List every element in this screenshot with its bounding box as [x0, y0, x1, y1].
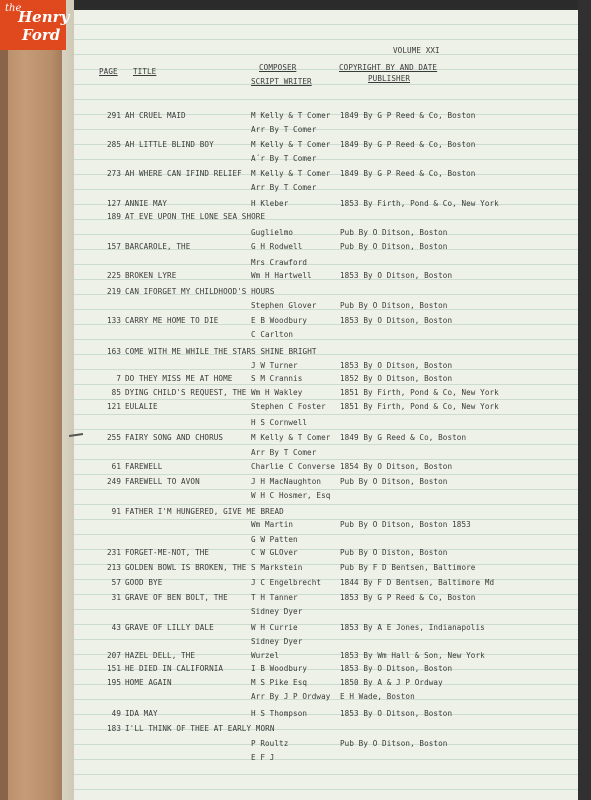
entry-title: AT EVE UPON THE LONE SEA SHORE [125, 212, 266, 221]
entry-copyright: 1854 By O Ditson, Boston [340, 462, 453, 471]
entry-copyright: 1852 By O Ditson, Boston [340, 374, 453, 383]
entry-copyright: E H Wade, Boston [340, 692, 415, 701]
entry-composer: Arr By J P Ordway [251, 692, 331, 701]
entry-title: I'LL THINK OF THEE AT EARLY MORN [125, 724, 275, 733]
entry-page: 249 [106, 477, 121, 486]
entry-page: 255 [106, 433, 121, 442]
entry-page: 43 [111, 623, 121, 632]
entry-title: CAN IFORGET MY CHILDHOOD'S HOURS [125, 287, 275, 296]
entry-composer: H S Thompson [251, 709, 308, 718]
entry-title: EULALIE [125, 402, 158, 411]
right-shadow [578, 0, 591, 800]
logo-henry: Henry [18, 8, 70, 26]
volume-label: VOLUME XXI [393, 46, 440, 55]
entry-page: 285 [106, 140, 121, 149]
entry-title: GOOD BYE [125, 578, 163, 587]
entry-composer: S M Crannis [251, 374, 303, 383]
entry-copyright: Pub By O Ditson, Boston [340, 477, 448, 486]
entry-title: GRAVE OF LILLY DALE [125, 623, 214, 632]
entry-composer: Wurzel [251, 651, 280, 660]
entry-copyright: 1853 By Wm Hall & Son, New York [340, 651, 485, 660]
entry-composer: T H Tanner [251, 593, 298, 602]
entry-copyright: Pub By O Ditson, Boston [340, 301, 448, 310]
entry-composer: J W Turner [251, 361, 298, 370]
entry-composer: J C Engelbrecht [251, 578, 322, 587]
entry-composer: C W GLOver [251, 548, 298, 557]
entry-page: 157 [106, 242, 121, 251]
entry-title: DYING CHILD'S REQUEST, THE [125, 388, 247, 397]
entry-title: FAREWELL TO AVON [125, 477, 200, 486]
henry-ford-logo [0, 0, 70, 50]
entry-title: DO THEY MISS ME AT HOME [125, 374, 233, 383]
entry-copyright: 1853 By Firth, Pond & Co, New York [340, 199, 499, 208]
entry-composer: P Roultz [251, 739, 289, 748]
entry-page: 151 [106, 664, 121, 673]
entry-copyright: 1853 By O Ditson, Boston [340, 316, 453, 325]
entry-title: HAZEL DELL, THE [125, 651, 196, 660]
entry-composer: A´r By T Comer [251, 154, 317, 163]
entry-composer: Arr By T Comer [251, 125, 317, 134]
entry-composer: E B Woodbury [251, 316, 308, 325]
entry-page: 85 [111, 388, 121, 397]
entry-composer: Wm H Wakley [251, 388, 303, 397]
entry-page: 91 [111, 507, 121, 516]
entry-title: AH LITTLE BLIND BOY [125, 140, 214, 149]
entry-page: 49 [111, 709, 121, 718]
entry-title: FORGET-ME-NOT, THE [125, 548, 210, 557]
entry-composer: M Kelly & T Comer [251, 140, 331, 149]
entry-composer: G H Rodwell [251, 242, 303, 251]
entry-composer: G W Patten [251, 535, 298, 544]
entry-copyright: 1850 By A & J P Ordway [340, 678, 443, 687]
entry-composer: M S Pike Esq [251, 678, 308, 687]
entry-page: 231 [106, 548, 121, 557]
entry-composer: M Kelly & T Comer [251, 111, 331, 120]
entry-composer: M Kelly & T Comer [251, 169, 331, 178]
entry-copyright: Pub By O Ditson, Boston 1853 [340, 520, 471, 529]
entry-copyright: 1853 By O Ditson, Boston [340, 709, 453, 718]
entry-page: 31 [111, 593, 121, 602]
entry-copyright: 1849 By G P Reed & Co, Boston [340, 169, 476, 178]
header-page: PAGE [99, 67, 118, 76]
header-composer: COMPOSER [259, 63, 297, 72]
entry-composer: W H C Hosmer, Esq [251, 491, 331, 500]
entry-copyright: 1844 By F D Bentsen, Baltimore Md [340, 578, 495, 587]
entry-page: 183 [106, 724, 121, 733]
entry-page: 213 [106, 563, 121, 572]
entry-composer: Wm Martin [251, 520, 294, 529]
entry-title: GRAVE OF BEN BOLT, THE [125, 593, 228, 602]
entry-composer: Mrs Crawford [251, 258, 308, 267]
entry-title: AH CRUEL MAID [125, 111, 186, 120]
entry-composer: Charlie C Converse [251, 462, 336, 471]
entry-composer: Wm H Hartwell [251, 271, 312, 280]
entry-title: FATHER I'M HUNGERED, GIVE ME BREAD [125, 507, 284, 516]
entry-copyright: 1853 By A E Jones, Indianapolis [340, 623, 485, 632]
entry-composer: Sidney Dyer [251, 607, 303, 616]
entry-title: BROKEN LYRE [125, 271, 177, 280]
entry-composer: Stephen C Foster [251, 402, 326, 411]
entry-composer: W H Currie [251, 623, 298, 632]
entry-composer: Sidney Dyer [251, 637, 303, 646]
entry-title: ANNIE MAY [125, 199, 168, 208]
page-stack-edge [62, 0, 74, 800]
book-binding [0, 0, 62, 800]
entry-title: HOME AGAIN [125, 678, 172, 687]
entry-composer: H Kleber [251, 199, 289, 208]
entry-page: 61 [111, 462, 121, 471]
entry-composer: C Carlton [251, 330, 294, 339]
entry-page: 195 [106, 678, 121, 687]
entry-title: GOLDEN BOWL IS BROKEN, THE [125, 563, 247, 572]
entry-composer: I B Woodbury [251, 664, 308, 673]
entry-composer: Guglielmo [251, 228, 294, 237]
entry-page: 189 [106, 212, 121, 221]
entry-title: COME WITH ME WHILE THE STARS SHINE BRIGHT [125, 347, 317, 356]
entry-title: BARCAROLE, THE [125, 242, 191, 251]
entry-title: HE DIED IN CALIFORNIA [125, 664, 224, 673]
entry-copyright: 1853 By O Ditson, Boston [340, 361, 453, 370]
entry-title: CARRY ME HOME TO DIE [125, 316, 219, 325]
entry-composer: M Kelly & T Comer [251, 433, 331, 442]
entry-title: IDA MAY [125, 709, 158, 718]
header-copyright: COPYRIGHT BY AND DATE [339, 63, 438, 72]
entry-page: 219 [106, 287, 121, 296]
entry-copyright: Pub By O Diston, Boston [340, 548, 448, 557]
entry-copyright: 1849 By G P Reed & Co, Boston [340, 140, 476, 149]
entry-copyright: 1853 By O Ditson, Boston [340, 664, 453, 673]
entry-copyright: Pub By O Ditson, Boston [340, 242, 448, 251]
entry-page: 291 [106, 111, 121, 120]
entry-copyright: 1853 By O Ditson, Boston [340, 271, 453, 280]
entry-page: 273 [106, 169, 121, 178]
entry-page: 163 [106, 347, 121, 356]
entry-copyright: Pub By F D Bentsen, Baltimore [340, 563, 476, 572]
entry-composer: Stephen Glover [251, 301, 317, 310]
entry-copyright: 1849 By G P Reed & Co, Boston [340, 111, 476, 120]
entry-copyright: 1853 By G P Reed & Co, Boston [340, 593, 476, 602]
entry-copyright: Pub By O Ditson, Boston [340, 739, 448, 748]
entry-page: 7 [116, 374, 121, 383]
header-publisher: PUBLISHER [368, 74, 411, 83]
entry-copyright: 1851 By Firth, Pond & Co, New York [340, 402, 499, 411]
entry-copyright: 1849 By G Reed & Co, Boston [340, 433, 467, 442]
entry-composer: J H MacNaughton [251, 477, 322, 486]
entry-composer: H S Cornwell [251, 418, 308, 427]
entry-composer: S Markstein [251, 563, 303, 572]
entry-composer: E F J [251, 753, 275, 762]
logo-ford: Ford [22, 26, 61, 44]
header-script-writer: SCRIPT WRITER [251, 77, 312, 86]
entry-title: FAIRY SONG AND CHORUS [125, 433, 224, 442]
entry-copyright: Pub By O Ditson, Boston [340, 228, 448, 237]
entry-title: FAREWELL [125, 462, 163, 471]
binding-edge [0, 0, 8, 800]
entry-page: 225 [106, 271, 121, 280]
entry-copyright: 1851 By Firth, Pond & Co, New York [340, 388, 499, 397]
entry-title: AH WHERE CAN IFIND RELIEF [125, 169, 242, 178]
logo-the: the [5, 3, 22, 14]
header-title: TITLE [133, 67, 157, 76]
entry-page: 207 [106, 651, 121, 660]
entry-page: 57 [111, 578, 121, 587]
entry-page: 127 [106, 199, 121, 208]
entry-composer: Arr By T Comer [251, 448, 317, 457]
entry-page: 133 [106, 316, 121, 325]
entry-page: 121 [106, 402, 121, 411]
entry-composer: Arr By T Comer [251, 183, 317, 192]
